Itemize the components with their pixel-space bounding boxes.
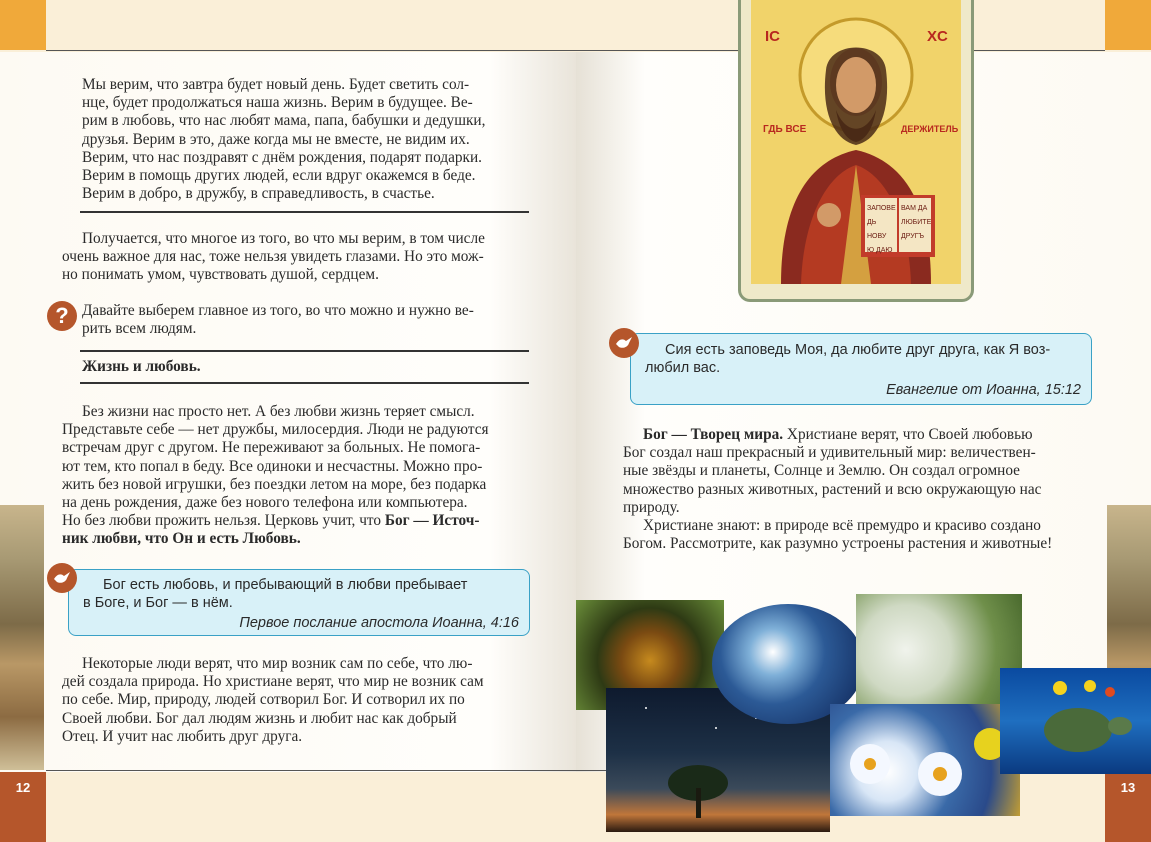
page-number: 12 <box>0 772 46 842</box>
turtle-photo <box>1000 668 1151 774</box>
paragraph-3: Без жизни нас просто нет. А без любви жизнь теряет смысл. Представьте себе — нет дружбы, милосердия. Люди не радуются встречам друг с другом. Не переживают за больных. Не помога- ют тем, кто попал в беду. Все одиноки и несчастны. Можно про- жить без новой игрушки, без поездки летом на море, без подарка на день рождения, даже без нового телефона или компьютера. Но без любви прожить нельзя. Церковь учит, что Бог — Источ- ник любви, что Он и есть Любовь. <box>62 403 489 548</box>
dove-icon <box>609 328 639 358</box>
right-page <box>576 0 1151 842</box>
top-band <box>0 0 576 52</box>
icon-label-left: ГДЬ ВСЕ <box>763 124 807 135</box>
page-number: 13 <box>1105 772 1151 842</box>
scripture-quote: Сия есть заповедь Моя, да любите друг друга, как Я воз- любил вас. Евангелие от Иоанна, 15:12 <box>630 333 1092 405</box>
paragraph-creator: Бог — Творец мира. Христиане верят, что Своей любовью Бог создал наш прекрасный и удивительный мир: величествен- ные звёзды и планеты, Солнце и Землю. Он создал огромное множество разных животных, растений и всю окружающую нас природу. Христиане знают: в природе всё премудро и красиво создано Богом. Рассмотрите, как разумно устроены растения и животные! <box>623 426 1053 553</box>
icon-label-right: ДЕРЖИТЕЛЬ <box>901 124 959 134</box>
bottom-band <box>0 772 576 842</box>
header-line <box>46 50 576 51</box>
question-icon: ? <box>47 301 77 331</box>
question-text: Давайте выберем главное из того, во что можно и нужно ве- рить всем людям. <box>82 302 474 338</box>
book-text-right: ВАМ ДА ЛЮБИТЕ ДРУГЪ <box>901 205 932 240</box>
intro-paragraph: Мы верим, что завтра будет новый день. Будет светить сол- нце, будет продолжаться наша жизнь. Верим в будущее. Ве- рим в любовь, что нас любят мама, папа, бабушки и дедушки, друзья. Верим в это, даже когда мы не вместе, не видим их. Верим, что нас поздравят с днём рождения, подарят подарки. Верим в помощь других людей, если вдруг окажемся в беде. Верим в добро, в дружбу, в справедливость, в счастье. <box>82 76 486 203</box>
icon-label-ic: IC <box>765 28 780 45</box>
book-text-left: ЗАПОВЕ ДЬ НОВУ Ю ДАЮ <box>867 205 896 254</box>
paragraph-2: Получается, что многое из того, во что мы верим, в том числе очень важное для нас, тоже нельзя увидеть глазами. Но это мож- но понимать умом, чувствовать душой, сердцем. <box>62 230 485 284</box>
corner-accent <box>1105 0 1151 50</box>
divider <box>80 382 529 384</box>
corner-accent <box>0 0 46 50</box>
answer-heading: Жизнь и любовь. <box>82 358 201 375</box>
icon-of-christ <box>738 0 974 302</box>
icon-label-xc: XC <box>927 28 948 45</box>
divider <box>80 350 529 352</box>
scripture-quote: Бог есть любовь, и пребывающий в любви пребывает в Боге, и Бог — в нём. Первое послание апостола Иоанна, 4:16 <box>68 569 530 636</box>
footer-line <box>46 770 576 771</box>
dove-icon <box>47 563 77 593</box>
divider <box>80 211 529 213</box>
dandelion-photo <box>856 594 1022 706</box>
flowers-photo <box>830 704 1020 816</box>
edge-illustration <box>0 505 44 770</box>
paragraph-4: Некоторые люди верят, что мир возник сам по себе, что лю- дей создала природа. Но христиане верят, что мир не возник сам по себе. Мир, природу, людей сотворил Бог. И сотворил их по Своей любви. Бог дал людям жизнь и любит нас как добрый Отец. И учит нас любить друг друга. <box>62 655 484 745</box>
